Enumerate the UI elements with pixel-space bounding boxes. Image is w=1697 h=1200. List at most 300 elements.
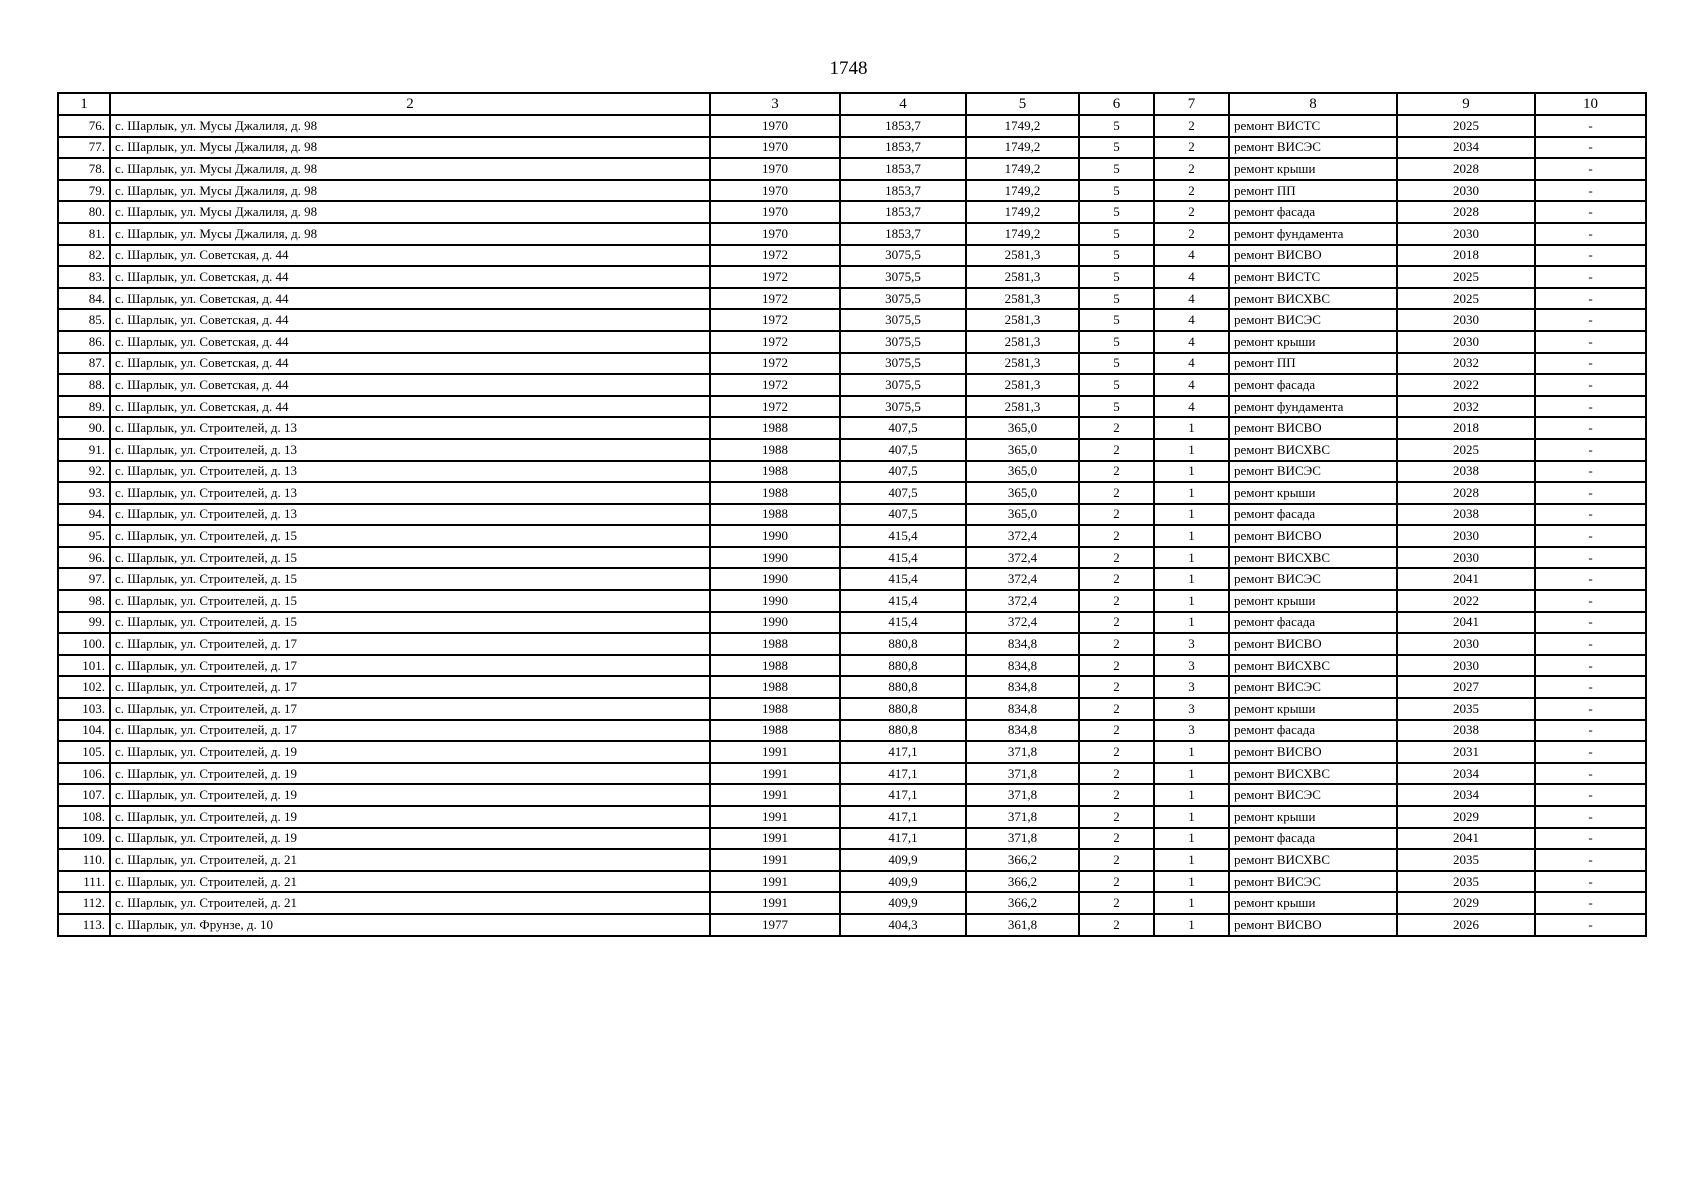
cell-work-type: ремонт крыши bbox=[1229, 331, 1397, 353]
cell-living-area: 2581,3 bbox=[966, 288, 1079, 310]
cell-living-area: 372,4 bbox=[966, 612, 1079, 634]
table-row bbox=[58, 504, 1646, 526]
cell-floors: 5 bbox=[1079, 223, 1154, 245]
cell-address: с. Шарлык, ул. Строителей, д. 17 bbox=[110, 633, 710, 655]
table-row bbox=[58, 676, 1646, 698]
cell-floors: 5 bbox=[1079, 353, 1154, 375]
table-row bbox=[58, 309, 1646, 331]
cell-work-type: ремонт ВИСХВС bbox=[1229, 439, 1397, 461]
cell-address: с. Шарлык, ул. Строителей, д. 15 bbox=[110, 590, 710, 612]
cell-floors: 2 bbox=[1079, 461, 1154, 483]
cell-year-built: 1970 bbox=[710, 180, 840, 202]
cell-address: с. Шарлык, ул. Мусы Джалиля, д. 98 bbox=[110, 158, 710, 180]
cell-year-built: 1991 bbox=[710, 784, 840, 806]
cell-address: с. Шарлык, ул. Строителей, д. 13 bbox=[110, 482, 710, 504]
cell-row-number: 108. bbox=[58, 806, 110, 828]
cell-living-area: 834,8 bbox=[966, 698, 1079, 720]
cell-living-area: 1749,2 bbox=[966, 223, 1079, 245]
cell-entrances: 2 bbox=[1154, 223, 1229, 245]
cell-entrances: 3 bbox=[1154, 720, 1229, 742]
cell-work-type: ремонт крыши bbox=[1229, 892, 1397, 914]
cell-work-type: ремонт ВИСВО bbox=[1229, 245, 1397, 267]
cell-address: с. Шарлык, ул. Строителей, д. 13 bbox=[110, 417, 710, 439]
cell-floors: 2 bbox=[1079, 806, 1154, 828]
cell-work-type: ремонт ПП bbox=[1229, 353, 1397, 375]
cell-address: с. Шарлык, ул. Строителей, д. 17 bbox=[110, 655, 710, 677]
cell-planned-year: 2035 bbox=[1397, 849, 1535, 871]
cell-note: - bbox=[1535, 482, 1646, 504]
cell-entrances: 4 bbox=[1154, 331, 1229, 353]
cell-work-type: ремонт фундамента bbox=[1229, 396, 1397, 418]
cell-planned-year: 2034 bbox=[1397, 784, 1535, 806]
cell-total-area: 3075,5 bbox=[840, 266, 966, 288]
cell-work-type: ремонт фасада bbox=[1229, 201, 1397, 223]
cell-total-area: 404,3 bbox=[840, 914, 966, 936]
cell-living-area: 371,8 bbox=[966, 828, 1079, 850]
cell-row-number: 92. bbox=[58, 461, 110, 483]
cell-entrances: 3 bbox=[1154, 698, 1229, 720]
cell-address: с. Шарлык, ул. Строителей, д. 19 bbox=[110, 763, 710, 785]
cell-entrances: 1 bbox=[1154, 417, 1229, 439]
cell-total-area: 417,1 bbox=[840, 741, 966, 763]
cell-entrances: 1 bbox=[1154, 806, 1229, 828]
cell-total-area: 1853,7 bbox=[840, 158, 966, 180]
cell-total-area: 415,4 bbox=[840, 612, 966, 634]
cell-total-area: 417,1 bbox=[840, 763, 966, 785]
cell-work-type: ремонт ВИСВО bbox=[1229, 525, 1397, 547]
cell-total-area: 3075,5 bbox=[840, 396, 966, 418]
cell-planned-year: 2030 bbox=[1397, 223, 1535, 245]
page-number: 1748 bbox=[829, 58, 868, 79]
cell-living-area: 2581,3 bbox=[966, 331, 1079, 353]
cell-year-built: 1972 bbox=[710, 245, 840, 267]
cell-total-area: 409,9 bbox=[840, 871, 966, 893]
cell-work-type: ремонт ВИСЭС bbox=[1229, 568, 1397, 590]
cell-year-built: 1991 bbox=[710, 871, 840, 893]
cell-note: - bbox=[1535, 266, 1646, 288]
table-row bbox=[58, 158, 1646, 180]
cell-planned-year: 2018 bbox=[1397, 245, 1535, 267]
cell-total-area: 880,8 bbox=[840, 633, 966, 655]
cell-note: - bbox=[1535, 806, 1646, 828]
cell-floors: 5 bbox=[1079, 245, 1154, 267]
cell-floors: 5 bbox=[1079, 158, 1154, 180]
cell-row-number: 94. bbox=[58, 504, 110, 526]
cell-entrances: 1 bbox=[1154, 741, 1229, 763]
cell-note: - bbox=[1535, 914, 1646, 936]
cell-address: с. Шарлык, ул. Строителей, д. 15 bbox=[110, 547, 710, 569]
table-row bbox=[58, 374, 1646, 396]
cell-work-type: ремонт ВИСХВС bbox=[1229, 849, 1397, 871]
cell-living-area: 371,8 bbox=[966, 806, 1079, 828]
cell-note: - bbox=[1535, 590, 1646, 612]
cell-year-built: 1988 bbox=[710, 720, 840, 742]
table-row bbox=[58, 137, 1646, 159]
cell-floors: 2 bbox=[1079, 504, 1154, 526]
cell-note: - bbox=[1535, 309, 1646, 331]
cell-address: с. Шарлык, ул. Строителей, д. 13 bbox=[110, 461, 710, 483]
cell-address: с. Шарлык, ул. Советская, д. 44 bbox=[110, 288, 710, 310]
cell-total-area: 415,4 bbox=[840, 547, 966, 569]
cell-row-number: 103. bbox=[58, 698, 110, 720]
cell-year-built: 1972 bbox=[710, 331, 840, 353]
cell-note: - bbox=[1535, 849, 1646, 871]
cell-year-built: 1970 bbox=[710, 201, 840, 223]
cell-floors: 2 bbox=[1079, 547, 1154, 569]
cell-note: - bbox=[1535, 633, 1646, 655]
cell-note: - bbox=[1535, 784, 1646, 806]
cell-floors: 5 bbox=[1079, 137, 1154, 159]
cell-entrances: 1 bbox=[1154, 547, 1229, 569]
cell-planned-year: 2028 bbox=[1397, 201, 1535, 223]
cell-entrances: 1 bbox=[1154, 892, 1229, 914]
table-row bbox=[58, 828, 1646, 850]
cell-row-number: 88. bbox=[58, 374, 110, 396]
cell-work-type: ремонт ВИСВО bbox=[1229, 633, 1397, 655]
cell-note: - bbox=[1535, 525, 1646, 547]
cell-floors: 2 bbox=[1079, 482, 1154, 504]
cell-planned-year: 2030 bbox=[1397, 309, 1535, 331]
cell-total-area: 407,5 bbox=[840, 417, 966, 439]
table-row bbox=[58, 288, 1646, 310]
cell-year-built: 1990 bbox=[710, 525, 840, 547]
table-row bbox=[58, 245, 1646, 267]
cell-total-area: 3075,5 bbox=[840, 374, 966, 396]
cell-row-number: 84. bbox=[58, 288, 110, 310]
cell-entrances: 1 bbox=[1154, 914, 1229, 936]
cell-note: - bbox=[1535, 180, 1646, 202]
table-row bbox=[58, 914, 1646, 936]
cell-living-area: 365,0 bbox=[966, 439, 1079, 461]
cell-floors: 2 bbox=[1079, 741, 1154, 763]
cell-year-built: 1991 bbox=[710, 806, 840, 828]
cell-planned-year: 2030 bbox=[1397, 331, 1535, 353]
cell-year-built: 1972 bbox=[710, 374, 840, 396]
cell-living-area: 372,4 bbox=[966, 525, 1079, 547]
table-row bbox=[58, 115, 1646, 137]
cell-living-area: 366,2 bbox=[966, 892, 1079, 914]
cell-total-area: 407,5 bbox=[840, 439, 966, 461]
cell-row-number: 86. bbox=[58, 331, 110, 353]
cell-living-area: 365,0 bbox=[966, 504, 1079, 526]
cell-address: с. Шарлык, ул. Советская, д. 44 bbox=[110, 331, 710, 353]
cell-row-number: 80. bbox=[58, 201, 110, 223]
cell-work-type: ремонт крыши bbox=[1229, 806, 1397, 828]
table-row bbox=[58, 266, 1646, 288]
cell-planned-year: 2030 bbox=[1397, 633, 1535, 655]
cell-work-type: ремонт крыши bbox=[1229, 158, 1397, 180]
cell-year-built: 1972 bbox=[710, 288, 840, 310]
column-header-9: 9 bbox=[1397, 93, 1535, 115]
cell-entrances: 2 bbox=[1154, 158, 1229, 180]
cell-note: - bbox=[1535, 871, 1646, 893]
cell-living-area: 834,8 bbox=[966, 655, 1079, 677]
cell-year-built: 1977 bbox=[710, 914, 840, 936]
cell-row-number: 106. bbox=[58, 763, 110, 785]
cell-living-area: 365,0 bbox=[966, 461, 1079, 483]
cell-year-built: 1988 bbox=[710, 461, 840, 483]
cell-living-area: 2581,3 bbox=[966, 245, 1079, 267]
cell-entrances: 1 bbox=[1154, 784, 1229, 806]
cell-total-area: 3075,5 bbox=[840, 353, 966, 375]
cell-work-type: ремонт фасада bbox=[1229, 612, 1397, 634]
cell-living-area: 371,8 bbox=[966, 763, 1079, 785]
cell-floors: 5 bbox=[1079, 288, 1154, 310]
table-row bbox=[58, 547, 1646, 569]
cell-work-type: ремонт фасада bbox=[1229, 504, 1397, 526]
cell-note: - bbox=[1535, 288, 1646, 310]
table-row bbox=[58, 763, 1646, 785]
cell-work-type: ремонт ВИСВО bbox=[1229, 741, 1397, 763]
cell-note: - bbox=[1535, 655, 1646, 677]
cell-row-number: 90. bbox=[58, 417, 110, 439]
cell-floors: 2 bbox=[1079, 871, 1154, 893]
cell-row-number: 99. bbox=[58, 612, 110, 634]
cell-planned-year: 2030 bbox=[1397, 655, 1535, 677]
table-row bbox=[58, 590, 1646, 612]
cell-address: с. Шарлык, ул. Строителей, д. 13 bbox=[110, 504, 710, 526]
cell-total-area: 3075,5 bbox=[840, 331, 966, 353]
cell-floors: 2 bbox=[1079, 633, 1154, 655]
cell-floors: 2 bbox=[1079, 698, 1154, 720]
cell-living-area: 1749,2 bbox=[966, 180, 1079, 202]
cell-floors: 2 bbox=[1079, 914, 1154, 936]
cell-floors: 2 bbox=[1079, 655, 1154, 677]
cell-total-area: 880,8 bbox=[840, 720, 966, 742]
table-row bbox=[58, 698, 1646, 720]
cell-entrances: 4 bbox=[1154, 266, 1229, 288]
cell-note: - bbox=[1535, 115, 1646, 137]
cell-living-area: 366,2 bbox=[966, 871, 1079, 893]
table-row bbox=[58, 525, 1646, 547]
cell-entrances: 1 bbox=[1154, 763, 1229, 785]
cell-year-built: 1972 bbox=[710, 266, 840, 288]
cell-entrances: 1 bbox=[1154, 461, 1229, 483]
cell-living-area: 372,4 bbox=[966, 568, 1079, 590]
cell-floors: 2 bbox=[1079, 763, 1154, 785]
cell-planned-year: 2025 bbox=[1397, 115, 1535, 137]
cell-work-type: ремонт фасада bbox=[1229, 828, 1397, 850]
cell-living-area: 372,4 bbox=[966, 547, 1079, 569]
cell-row-number: 97. bbox=[58, 568, 110, 590]
cell-year-built: 1991 bbox=[710, 849, 840, 871]
table-row bbox=[58, 482, 1646, 504]
cell-note: - bbox=[1535, 568, 1646, 590]
cell-note: - bbox=[1535, 201, 1646, 223]
cell-address: с. Шарлык, ул. Фрунзе, д. 10 bbox=[110, 914, 710, 936]
cell-year-built: 1988 bbox=[710, 698, 840, 720]
cell-planned-year: 2022 bbox=[1397, 374, 1535, 396]
cell-address: с. Шарлык, ул. Строителей, д. 15 bbox=[110, 568, 710, 590]
cell-address: с. Шарлык, ул. Строителей, д. 15 bbox=[110, 612, 710, 634]
cell-address: с. Шарлык, ул. Строителей, д. 13 bbox=[110, 439, 710, 461]
cell-note: - bbox=[1535, 137, 1646, 159]
cell-planned-year: 2027 bbox=[1397, 676, 1535, 698]
cell-living-area: 834,8 bbox=[966, 676, 1079, 698]
cell-planned-year: 2029 bbox=[1397, 806, 1535, 828]
cell-year-built: 1972 bbox=[710, 309, 840, 331]
cell-entrances: 1 bbox=[1154, 525, 1229, 547]
cell-entrances: 4 bbox=[1154, 309, 1229, 331]
cell-living-area: 2581,3 bbox=[966, 374, 1079, 396]
cell-floors: 2 bbox=[1079, 892, 1154, 914]
cell-row-number: 93. bbox=[58, 482, 110, 504]
cell-row-number: 101. bbox=[58, 655, 110, 677]
cell-note: - bbox=[1535, 245, 1646, 267]
cell-year-built: 1972 bbox=[710, 353, 840, 375]
cell-planned-year: 2041 bbox=[1397, 568, 1535, 590]
cell-note: - bbox=[1535, 461, 1646, 483]
column-header-10: 10 bbox=[1535, 93, 1646, 115]
cell-year-built: 1990 bbox=[710, 547, 840, 569]
cell-year-built: 1988 bbox=[710, 676, 840, 698]
cell-row-number: 87. bbox=[58, 353, 110, 375]
cell-entrances: 1 bbox=[1154, 871, 1229, 893]
cell-total-area: 415,4 bbox=[840, 568, 966, 590]
cell-floors: 5 bbox=[1079, 396, 1154, 418]
cell-living-area: 365,0 bbox=[966, 482, 1079, 504]
cell-entrances: 4 bbox=[1154, 245, 1229, 267]
cell-living-area: 371,8 bbox=[966, 741, 1079, 763]
cell-total-area: 3075,5 bbox=[840, 245, 966, 267]
cell-living-area: 1749,2 bbox=[966, 158, 1079, 180]
cell-floors: 5 bbox=[1079, 180, 1154, 202]
cell-note: - bbox=[1535, 763, 1646, 785]
cell-year-built: 1990 bbox=[710, 590, 840, 612]
cell-note: - bbox=[1535, 504, 1646, 526]
cell-address: с. Шарлык, ул. Мусы Джалиля, д. 98 bbox=[110, 180, 710, 202]
cell-entrances: 3 bbox=[1154, 655, 1229, 677]
cell-planned-year: 2035 bbox=[1397, 871, 1535, 893]
cell-row-number: 77. bbox=[58, 137, 110, 159]
cell-planned-year: 2032 bbox=[1397, 396, 1535, 418]
cell-address: с. Шарлык, ул. Строителей, д. 15 bbox=[110, 525, 710, 547]
table-row bbox=[58, 741, 1646, 763]
cell-living-area: 1749,2 bbox=[966, 115, 1079, 137]
cell-total-area: 407,5 bbox=[840, 504, 966, 526]
cell-work-type: ремонт ВИСЭС bbox=[1229, 784, 1397, 806]
cell-living-area: 834,8 bbox=[966, 720, 1079, 742]
cell-living-area: 834,8 bbox=[966, 633, 1079, 655]
cell-total-area: 417,1 bbox=[840, 828, 966, 850]
cell-work-type: ремонт ВИСХВС bbox=[1229, 288, 1397, 310]
cell-note: - bbox=[1535, 396, 1646, 418]
cell-total-area: 3075,5 bbox=[840, 309, 966, 331]
cell-entrances: 2 bbox=[1154, 201, 1229, 223]
cell-living-area: 361,8 bbox=[966, 914, 1079, 936]
cell-floors: 2 bbox=[1079, 676, 1154, 698]
cell-work-type: ремонт ВИСЭС bbox=[1229, 137, 1397, 159]
cell-note: - bbox=[1535, 439, 1646, 461]
cell-address: с. Шарлык, ул. Строителей, д. 17 bbox=[110, 698, 710, 720]
cell-total-area: 407,5 bbox=[840, 461, 966, 483]
cell-total-area: 3075,5 bbox=[840, 288, 966, 310]
cell-planned-year: 2041 bbox=[1397, 828, 1535, 850]
cell-row-number: 105. bbox=[58, 741, 110, 763]
cell-total-area: 880,8 bbox=[840, 676, 966, 698]
cell-row-number: 82. bbox=[58, 245, 110, 267]
cell-year-built: 1990 bbox=[710, 612, 840, 634]
cell-row-number: 109. bbox=[58, 828, 110, 850]
cell-row-number: 76. bbox=[58, 115, 110, 137]
column-header-6: 6 bbox=[1079, 93, 1154, 115]
table-row bbox=[58, 892, 1646, 914]
column-header-3: 3 bbox=[710, 93, 840, 115]
cell-entrances: 1 bbox=[1154, 849, 1229, 871]
cell-note: - bbox=[1535, 828, 1646, 850]
cell-work-type: ремонт крыши bbox=[1229, 698, 1397, 720]
cell-entrances: 4 bbox=[1154, 353, 1229, 375]
cell-work-type: ремонт фасада bbox=[1229, 374, 1397, 396]
cell-total-area: 880,8 bbox=[840, 655, 966, 677]
cell-work-type: ремонт ВИСЭС bbox=[1229, 461, 1397, 483]
cell-living-area: 371,8 bbox=[966, 784, 1079, 806]
cell-address: с. Шарлык, ул. Строителей, д. 21 bbox=[110, 849, 710, 871]
cell-row-number: 102. bbox=[58, 676, 110, 698]
cell-living-area: 2581,3 bbox=[966, 353, 1079, 375]
cell-year-built: 1988 bbox=[710, 439, 840, 461]
cell-year-built: 1970 bbox=[710, 223, 840, 245]
cell-planned-year: 2025 bbox=[1397, 266, 1535, 288]
column-header-8: 8 bbox=[1229, 93, 1397, 115]
table-row bbox=[58, 612, 1646, 634]
table-row bbox=[58, 806, 1646, 828]
table-row bbox=[58, 461, 1646, 483]
cell-floors: 2 bbox=[1079, 439, 1154, 461]
table-row bbox=[58, 633, 1646, 655]
cell-address: с. Шарлык, ул. Мусы Джалиля, д. 98 bbox=[110, 115, 710, 137]
repair-schedule-table bbox=[57, 92, 1647, 937]
cell-address: с. Шарлык, ул. Советская, д. 44 bbox=[110, 374, 710, 396]
cell-planned-year: 2030 bbox=[1397, 547, 1535, 569]
cell-planned-year: 2025 bbox=[1397, 288, 1535, 310]
cell-work-type: ремонт ВИСХВС bbox=[1229, 547, 1397, 569]
cell-total-area: 407,5 bbox=[840, 482, 966, 504]
cell-floors: 2 bbox=[1079, 590, 1154, 612]
cell-row-number: 111. bbox=[58, 871, 110, 893]
cell-entrances: 1 bbox=[1154, 504, 1229, 526]
cell-planned-year: 2038 bbox=[1397, 461, 1535, 483]
table-row bbox=[58, 223, 1646, 245]
cell-note: - bbox=[1535, 698, 1646, 720]
cell-floors: 2 bbox=[1079, 784, 1154, 806]
cell-floors: 2 bbox=[1079, 849, 1154, 871]
cell-entrances: 1 bbox=[1154, 439, 1229, 461]
cell-living-area: 365,0 bbox=[966, 417, 1079, 439]
cell-planned-year: 2025 bbox=[1397, 439, 1535, 461]
column-header-5: 5 bbox=[966, 93, 1079, 115]
table-row bbox=[58, 568, 1646, 590]
cell-work-type: ремонт ВИСТС bbox=[1229, 115, 1397, 137]
cell-row-number: 113. bbox=[58, 914, 110, 936]
cell-total-area: 415,4 bbox=[840, 590, 966, 612]
cell-address: с. Шарлык, ул. Советская, д. 44 bbox=[110, 245, 710, 267]
cell-year-built: 1991 bbox=[710, 892, 840, 914]
cell-note: - bbox=[1535, 417, 1646, 439]
cell-address: с. Шарлык, ул. Мусы Джалиля, д. 98 bbox=[110, 223, 710, 245]
cell-planned-year: 2030 bbox=[1397, 180, 1535, 202]
cell-year-built: 1970 bbox=[710, 115, 840, 137]
cell-row-number: 83. bbox=[58, 266, 110, 288]
column-header-4: 4 bbox=[840, 93, 966, 115]
cell-floors: 2 bbox=[1079, 568, 1154, 590]
cell-planned-year: 2026 bbox=[1397, 914, 1535, 936]
cell-year-built: 1991 bbox=[710, 828, 840, 850]
cell-entrances: 3 bbox=[1154, 633, 1229, 655]
cell-planned-year: 2028 bbox=[1397, 158, 1535, 180]
cell-note: - bbox=[1535, 676, 1646, 698]
cell-planned-year: 2018 bbox=[1397, 417, 1535, 439]
